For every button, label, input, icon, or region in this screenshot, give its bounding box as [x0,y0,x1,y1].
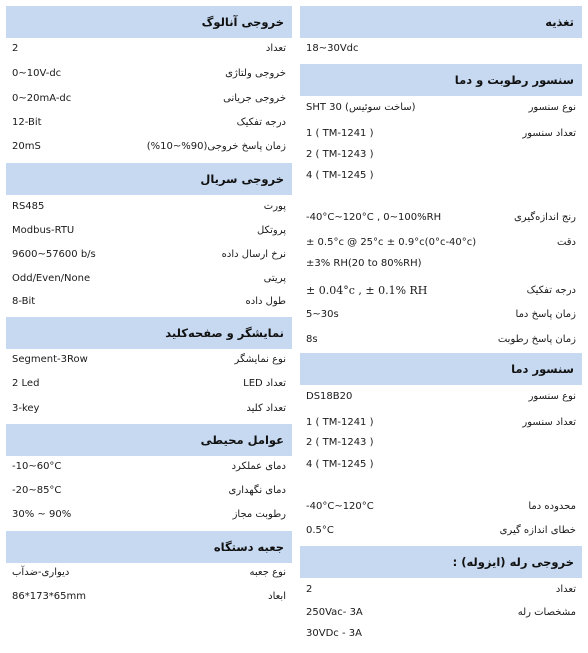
spec-row [300,581,582,599]
spec-value: Segment-3Row [12,354,88,365]
spec-label: دقت [556,237,576,248]
spec-value: 86*173*65mm [12,591,87,602]
spec-label: دمای عملکرد [231,461,286,472]
spec-label: خطای اندازه گیری [499,525,576,536]
spec-row [6,458,292,476]
spec-label: درجه تفکیک [236,117,286,128]
spec-label: خروجی جریانی [223,93,286,104]
spec-row [6,482,292,500]
spec-label: تعداد کلید [246,403,286,414]
spec-row [300,456,582,474]
spec-value: 2 [306,584,313,595]
spec-row [300,234,582,252]
spec-value: -40°C~120°C , 0~100%RH [306,212,442,223]
spec-value: 2 [12,43,19,54]
spec-value: 30% ~ 90% [12,509,72,520]
spec-row [6,564,292,582]
spec-row [6,293,292,311]
spec-label: تعداد سنسور [522,128,576,139]
spec-row [6,506,292,524]
spec-row [6,198,292,216]
spec-value: 0.5°C [306,525,334,536]
spec-value: دیواری-ضدآب [12,567,70,578]
spec-row [300,306,582,324]
power-header: تغذیه [300,6,582,38]
spec-value: 2 ( TM-1243 ) [306,437,374,448]
spec-row [300,522,582,540]
spec-row [6,40,292,58]
spec-label: زمان پاسخ رطوبت [497,334,576,345]
spec-label: نرخ ارسال داده [221,249,286,260]
spec-row [300,625,582,643]
spec-label: نوع سنسور [528,102,576,113]
analog-output-header: خروجی آنالوگ [6,6,292,38]
spec-row [300,167,582,185]
spec-row [6,65,292,83]
spec-label: تعداد [265,43,286,54]
relay-output-header: خروجی رله (ایزوله) : [300,546,582,578]
spec-value: ± 0.5°c @ 25°c ± 0.9°c(0°c-40°c) [306,237,477,248]
spec-value: 2 Led [12,378,40,389]
serial-output-header: خروجی سریال [6,163,292,195]
spec-value: 30VDc - 3A [306,628,362,639]
spec-label: زمان پاسخ دما [515,309,576,320]
spec-label: پریتی [263,273,286,284]
spec-label: محدوده دما [528,501,576,512]
spec-label: ابعاد [268,591,286,602]
spec-value: 8s [306,334,318,345]
spec-label: رطوبت مجاز [232,509,286,520]
spec-label: تعداد LED [243,378,286,389]
spec-label: مشخصات رله [517,607,576,618]
spec-value: Modbus-RTU [12,225,75,236]
spec-row [300,498,582,516]
enclosure-header: جعبه دستگاه [6,531,292,563]
spec-row [300,146,582,164]
spec-value: -10~60°C [12,461,62,472]
spec-value: DS18B20 [306,391,353,402]
spec-label: تعداد [555,584,576,595]
spec-row [6,222,292,240]
spec-value: -20~85°C [12,485,62,496]
spec-label: خروجی ولتاژی [225,68,286,79]
spec-value: ±3% RH(20 to 80%RH) [306,258,422,269]
spec-row [300,99,582,117]
spec-label: طول داده [245,296,286,307]
spec-row [300,282,582,300]
spec-row [6,90,292,108]
spec-value: ± 0.04°c , ± 0.1% RH [306,284,428,297]
spec-label: دمای نگهداری [228,485,286,496]
spec-value: 8-Bit [12,296,36,307]
spec-value: RS485 [12,201,45,212]
spec-row [6,138,292,156]
spec-value: 2 ( TM-1243 ) [306,149,374,160]
humidity-sensor-header: سنسور رطوبت و دما [300,64,582,96]
spec-label: رنج اندازه‌گیری [513,212,576,223]
spec-value: 250Vac- 3A [306,607,363,618]
spec-value: 12-Bit [12,117,42,128]
spec-label: پورت [263,201,286,212]
spec-row [300,331,582,349]
spec-row [300,388,582,406]
spec-row [6,270,292,288]
spec-value: 5~30s [306,309,339,320]
spec-value: 4 ( TM-1245 ) [306,459,374,470]
spec-row [300,434,582,452]
spec-row [6,400,292,418]
spec-row [6,351,292,369]
spec-value: 1 ( TM-1241 ) [306,417,374,428]
spec-label: نوع جعبه [249,567,286,578]
environment-header: عوامل محیطی [6,424,292,456]
spec-row [6,588,292,606]
spec-value: 1 ( TM-1241 ) [306,128,374,139]
spec-value: 0~10V-dc [12,68,62,79]
spec-row [300,255,582,273]
spec-value: 0~20mA-dc [12,93,72,104]
spec-value: 18~30Vdc [306,43,359,54]
spec-value: 3-key [12,403,40,414]
spec-row [300,40,582,58]
spec-value: 9600~57600 b/s [12,249,96,260]
spec-value: 20mS [12,141,41,152]
spec-row [300,604,582,622]
display-keypad-header: نمایشگر و صفحه‌کلید [6,317,292,349]
spec-label: نوع نمایشگر [234,354,286,365]
spec-label: پروتکل [256,225,286,236]
spec-row [300,125,582,143]
temp-sensor-header: سنسور دما [300,353,582,385]
spec-label: درجه تفکیک [526,285,576,296]
spec-value: 4 ( TM-1245 ) [306,170,374,181]
spec-value: Odd/Even/None [12,273,91,284]
spec-label: نوع سنسور [528,391,576,402]
spec-label: زمان پاسخ خروجی(90%~10%) [146,141,286,152]
spec-value: SHT 30 (ساخت سوئیس) [306,102,416,113]
spec-row [6,114,292,132]
spec-row [300,209,582,227]
spec-label: تعداد سنسور [522,417,576,428]
spec-row [6,375,292,393]
spec-row [6,246,292,264]
spec-row [300,414,582,432]
spec-value: -40°C~120°C [306,501,374,512]
